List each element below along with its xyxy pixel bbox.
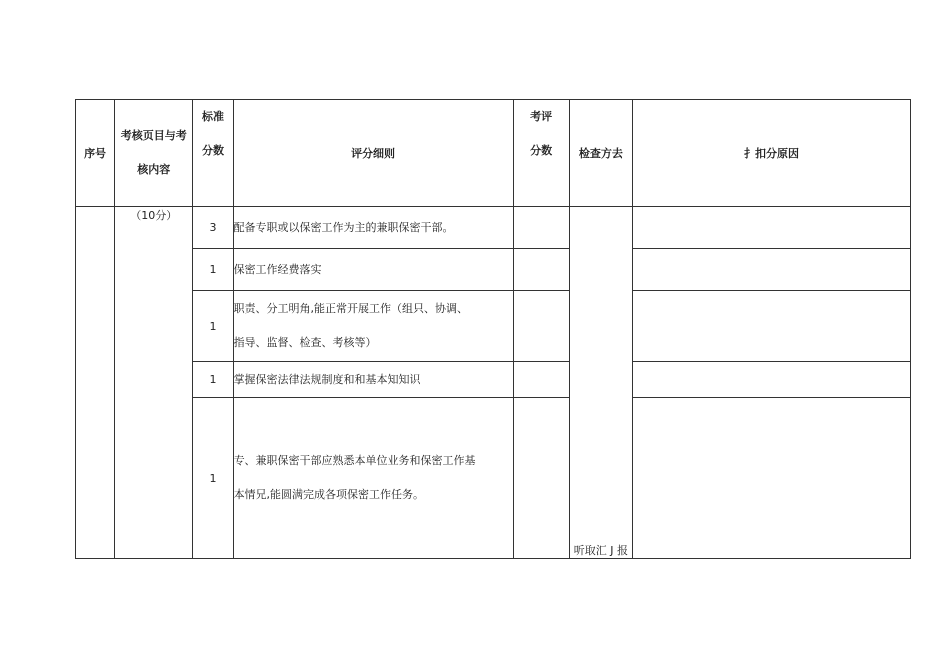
row-detail-line: 指导、监督、检查、考核等） <box>233 336 377 349</box>
header-std-line2: 分数 <box>201 144 224 157</box>
row-detail-line: 配备专职或以保密工作为主的兼职保密干部。 <box>233 220 454 234</box>
row-detail <box>233 291 513 362</box>
eval-score-cell <box>513 207 569 249</box>
eval-score-cell <box>513 398 569 559</box>
header-std-line1: 标准 <box>201 110 224 123</box>
row-detail-line: 保密工作经费落实 <box>233 262 322 276</box>
row-detail-line: 职责、分工明角,能正常开展工作（组只、协调、 <box>233 302 469 315</box>
table-row <box>76 398 911 559</box>
table-row <box>76 291 911 362</box>
table-row <box>76 362 911 398</box>
item-score-cell: （10分） <box>115 207 193 559</box>
method-cell: 听取汇 J 报 <box>569 207 632 559</box>
row-score: 1 <box>193 398 233 559</box>
row-score: 3 <box>193 207 233 249</box>
header-eval-line1: 考评 <box>530 110 553 123</box>
deduction-reason-cell <box>632 207 910 249</box>
row-score: 1 <box>193 291 233 362</box>
eval-score-cell <box>513 291 569 362</box>
header-seq: 序号 <box>76 100 115 207</box>
seq-cell <box>76 207 115 559</box>
header-standard-score <box>193 100 233 207</box>
header-eval-score <box>513 100 569 207</box>
header-eval-line2: 分数 <box>530 144 553 157</box>
row-detail-line: 掌握保密法律法规制度和和基本知知识 <box>233 372 421 386</box>
row-detail-line: 专、兼职保密干部应熟悉本单位业务和保密工作基 <box>233 454 476 467</box>
deduction-reason-cell <box>632 249 910 291</box>
row-score: 1 <box>193 362 233 398</box>
deduction-reason-cell <box>632 362 910 398</box>
header-reason: 扌扣分原因 <box>632 100 910 207</box>
scoring-table <box>75 99 911 559</box>
header-item-line1: 考核页目与考 <box>120 129 187 142</box>
table-row <box>76 249 911 291</box>
header-item-line2: 核内容 <box>137 163 171 176</box>
row-detail <box>233 207 513 249</box>
deduction-reason-cell <box>632 398 910 559</box>
table-row <box>76 207 911 249</box>
row-detail <box>233 249 513 291</box>
row-score: 1 <box>193 249 233 291</box>
row-detail-line: 本情兄,能圆满完成各项保密工作任务。 <box>233 488 425 501</box>
eval-score-cell <box>513 362 569 398</box>
row-detail <box>233 362 513 398</box>
header-method: 检查方去 <box>569 100 632 207</box>
deduction-reason-cell <box>632 291 910 362</box>
header-detail: 评分细则 <box>233 100 513 207</box>
table-header-row <box>76 100 911 207</box>
row-detail <box>233 398 513 559</box>
eval-score-cell <box>513 249 569 291</box>
header-item <box>115 100 193 207</box>
